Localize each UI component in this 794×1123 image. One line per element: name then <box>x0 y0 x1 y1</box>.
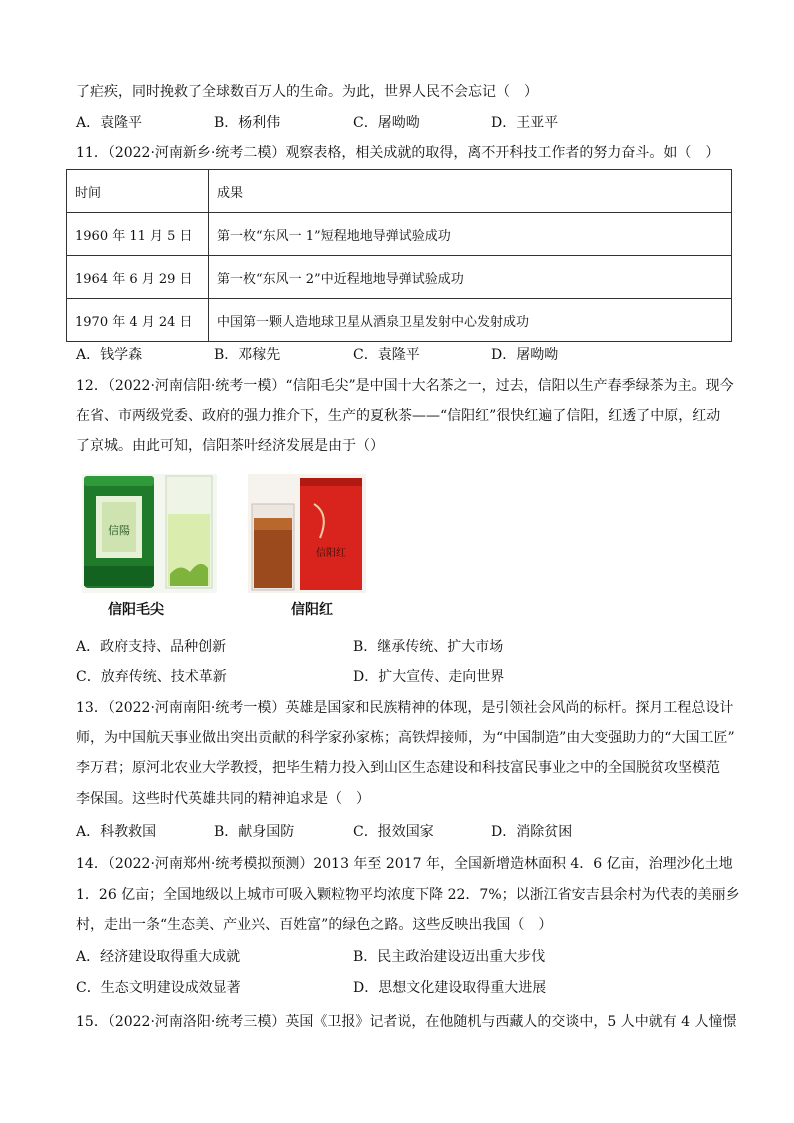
caption-xinyang-maojian: 信阳毛尖 <box>108 602 164 618</box>
question-10-continuation: 了疟疾，同时挽救了全球数百万人的生命。为此，世界人民不会忘记（ ） <box>76 84 538 100</box>
q14-option-d: D．思想文化建设取得重大进展 <box>353 980 547 996</box>
q13-option-a: A．科教救国 <box>76 824 157 840</box>
q13-option-c: C．报效国家 <box>353 824 434 840</box>
table-header-result: 成果 <box>209 170 732 213</box>
svg-text:信阳红: 信阳红 <box>316 548 346 559</box>
table-row <box>67 256 732 299</box>
table-cell-date: 1964 年 6 月 29 日 <box>67 256 209 299</box>
question-14-line-3: 村，走出一条“生态美、产业兴、百姓富”的绿色之路。这些反映出我国（ ） <box>76 917 553 933</box>
table-header-row <box>67 170 732 213</box>
question-13-line-1: 13．（2022·河南南阳·统考一模）英雄是国家和民族精神的体现，是引领社会风尚的标杆。探月工程总设计 <box>76 700 734 716</box>
caption-xinyang-hong: 信阳红 <box>291 602 333 618</box>
question-12-line-3: 了京城。由此可知，信阳茶叶经济发展是由于（） <box>76 438 384 454</box>
table-cell-result: 中国第一颗人造地球卫星从酒泉卫星发射中心发射成功 <box>209 299 732 342</box>
achievement-table <box>66 169 732 342</box>
green-tea-can-and-glass-icon <box>82 474 217 593</box>
table-row <box>67 299 732 342</box>
q10-option-d: D．王亚平 <box>491 115 559 131</box>
question-14-line-2: 1．26 亿亩；全国地级以上城市可吸入颗粒物平均浓度下降 22．7%；以浙江省安吉县余村为代表的美丽乡 <box>76 887 740 903</box>
q12-option-c: C．放弃传统、技术革新 <box>76 669 227 685</box>
q11-option-b: B．邓稼先 <box>214 347 281 363</box>
q11-option-d: D．屠呦呦 <box>491 347 559 363</box>
xinyang-maojian-image <box>82 474 217 593</box>
q12-option-d: D．扩大宣传、走向世界 <box>353 669 505 685</box>
q13-option-d: D．消除贫困 <box>491 824 573 840</box>
table-cell-result: 第一枚“东风一 1”短程地地导弹试验成功 <box>209 213 732 256</box>
q11-option-c: C．袁隆平 <box>353 347 420 363</box>
table-row <box>67 213 732 256</box>
question-13-line-2: 师，为中国航天事业做出突出贡献的科学家孙家栋；高铁焊接师，为“中国制造”由大变强助力的“大国工匠” <box>76 730 735 746</box>
question-13-line-4: 李保国。这些时代英雄共同的精神追求是（ ） <box>76 791 370 807</box>
q14-option-c: C．生态文明建设成效显著 <box>76 980 241 996</box>
question-12-line-1: 12．（2022·河南信阳·统考一模）“信阳毛尖”是中国十大名茶之一，过去，信阳以生产春季绿茶为主。现今 <box>76 378 734 394</box>
table-cell-date: 1970 年 4 月 24 日 <box>67 299 209 342</box>
table-header-time: 时间 <box>67 170 209 213</box>
xinyang-hong-image <box>248 474 366 593</box>
table-cell-result: 第一枚“东风一 2”中近程地地导弹试验成功 <box>209 256 732 299</box>
question-15-stem: 15．（2022·河南洛阳·统考三模）英国《卫报》记者说，在他随机与西藏人的交谈中，5 人中就有 4 人憧憬 <box>76 1014 737 1030</box>
question-11-stem: 11．（2022·河南新乡·统考二模）观察表格，相关成就的取得，离不开科技工作者的努力奋斗。如（ ） <box>76 145 720 161</box>
q11-option-a: A．钱学森 <box>76 347 143 363</box>
q14-option-b: B．民主政治建设迈出重大步伐 <box>353 949 546 965</box>
q10-option-a: A．袁隆平 <box>76 115 143 131</box>
question-12-line-2: 在省、市两级党委、政府的强力推介下，生产的夏秋茶——“信阳红”很快红遍了信阳，红透了中原，红动 <box>76 408 721 424</box>
table-cell-date: 1960 年 11 月 5 日 <box>67 213 209 256</box>
q10-option-b: B．杨利伟 <box>214 115 281 131</box>
q14-option-a: A．经济建设取得重大成就 <box>76 949 241 965</box>
red-tea-box-and-glass-icon <box>248 474 366 593</box>
question-14-line-1: 14．（2022·河南郑州·统考模拟预测）2013 年至 2017 年，全国新增造林面积 4．6 亿亩，治理沙化土地 <box>76 856 733 872</box>
q12-option-b: B．继承传统、扩大市场 <box>353 639 504 655</box>
question-13-line-3: 李万君；原河北农业大学教授，把毕生精力投入到山区生态建设和科技富民事业之中的全国脱贫攻坚模范 <box>76 760 720 776</box>
q10-option-c: C．屠呦呦 <box>353 115 420 131</box>
svg-text:信陽: 信陽 <box>108 524 130 537</box>
q12-option-a: A．政府支持、品种创新 <box>76 639 227 655</box>
q13-option-b: B．献身国防 <box>214 824 295 840</box>
